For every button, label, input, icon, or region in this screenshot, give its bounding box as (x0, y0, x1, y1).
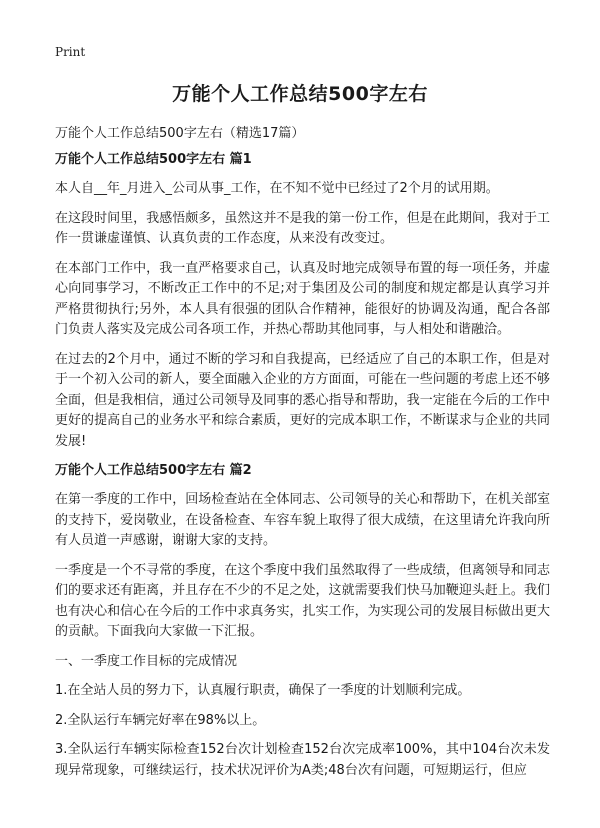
section-heading: 万能个人工作总结500字左右 篇2 (55, 463, 252, 478)
paragraph: 一、一季度工作目标的完成情况 (55, 653, 238, 669)
paragraph: 本人自__年_月进入_公司从事_工作，在不知不觉中已经过了2个月的试用期。 (55, 181, 499, 196)
paragraph: 一季度是一个不寻常的季度，在这个季度中我们虽然取得了一些成绩，但离领导和同志们的要求还有距离，并且存在不少的不足之处，这就需要我们快马加鞭迎头赶上。我们也有决心和信心在今后的工作中求真务实，扎实工作，为实现公司的发展目标做出更大的贡献。下面我向大家做一下汇报。 (55, 562, 550, 639)
paragraph: 3.全队运行车辆实际检查152台次计划检查152台次完成率100%，其中104台次未发现异常现象，可继续运行，技术状况评价为A类;48台次有问题，可短期运行，但应 (55, 742, 550, 778)
section-heading: 万能个人工作总结500字左右 篇1 (55, 152, 252, 167)
paragraph: 1.在全站人员的努力下，认真履行职责，确保了一季度的计划顺利完成。 (55, 683, 471, 698)
paragraph: 2.全队运行车辆完好率在98%以上。 (55, 712, 266, 728)
paragraph: 在过去的2个月中，通过不断的学习和自我提高，已经适应了自己的本职工作，但是对于一个初入公司的新人，要全面融入企业的方方面面，可能在一些问题的考虑上还不够全面，但是我相信，通过公司领导及同事的悉心指导和帮助，我一定能在今后的工作中更好的提高自己的业务水平和综合素质，更好的完成本职工作，不断谋求与企业的共同发展! (55, 351, 550, 449)
document-subtitle: 万能个人工作总结500字左右（精选17篇） (55, 126, 305, 141)
paragraph: 在本部门工作中，我一直严格要求自己，认真及时地完成领导布置的每一项任务，并虚心向同事学习，不断改正工作中的不足;对于集团及公司的制度和规定都是认真学习并严格贯彻执行;另外，本人具有很强的团队合作精神，能很好的协调及沟通，配合各部门负责人落实及完成公司各项工作，并热心帮助其他同事，与人相处和谐融洽。 (55, 260, 550, 337)
paragraph: 在这段时间里，我感悟颇多，虽然这并不是我的第一份工作，但是在此期间，我对于工作一贯谦虚谨慎、认真负责的工作态度，从来没有改变过。 (55, 210, 550, 246)
document-body (55, 150, 550, 790)
print-link[interactable]: Print (55, 45, 86, 59)
document-title: 万能个人工作总结500字左右 (172, 83, 428, 105)
paragraph: 在第一季度的工作中，回场检查站在全体同志、公司领导的关心和帮助下，在机关部室的支持下，爱岗敬业，在设备检查、车容车貌上取得了很大成绩，在这里请允许我向所有人员道一声感谢，谢谢大家的支持。 (55, 492, 550, 548)
